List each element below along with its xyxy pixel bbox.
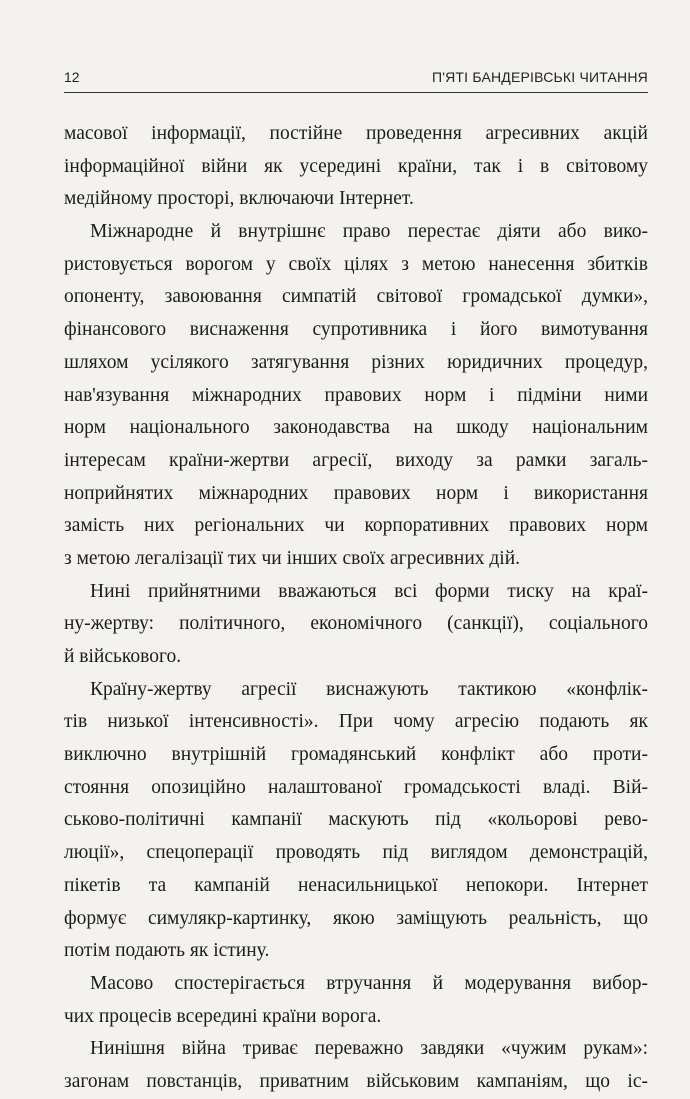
text-line: потім подають як істину.: [64, 940, 270, 962]
text-line: шляхом усілякого затягування різних юридичних процедур,: [64, 351, 648, 373]
text-line: Міжнародне й внутрішнє право перестає діяти або вико-: [90, 221, 648, 243]
text-line: пікетів та кампаній ненасильницької непокори. Інтернет: [64, 874, 648, 896]
text-line: ноприйнятих міжнародних правових норм і використання: [64, 482, 648, 504]
running-title: П'ЯТІ БАНДЕРІВСЬКІ ЧИТАННЯ: [431, 69, 648, 85]
text-line: загонам повстанців, приватним військовим кампаніям, що іс-: [64, 1070, 648, 1092]
text-line: фінансового виснаження супротивника і його вимотування: [64, 319, 648, 341]
text-line: з метою легалізації тих чи інших своїх агресивних дій.: [64, 547, 521, 569]
text-line: чих процесів всередині країни ворога.: [64, 1005, 382, 1027]
body-text: [64, 118, 648, 1099]
text-line: Країну-жертву агресії виснажують тактикою «конфлік-: [90, 678, 648, 700]
text-line: формує симулякр-картинку, якою заміщують реальність, що: [64, 907, 648, 929]
text-line: тів низької інтенсивності». При чому агресію подають як: [64, 711, 648, 733]
text-line: люції», спецоперації проводять під виглядом демонстрацій,: [64, 842, 648, 864]
text-line: й військового.: [64, 646, 182, 667]
text-line: Нинішня війна триває переважно завдяки «чужим рукам»:: [90, 1038, 648, 1060]
text-line: ристовується ворогом у своїх цілях з метою нанесення збитків: [64, 253, 648, 275]
text-line: ну-жертву: політичного, економічного (санкції), соціального: [64, 613, 648, 635]
text-line: Нині прийнятними вважаються всі форми тиску на краї-: [90, 580, 648, 602]
page-number: 12: [64, 69, 80, 85]
text-line: стояння опозиційно налаштованої громадськості владі. Вій-: [64, 776, 648, 798]
text-line: медійному просторі, включаючи Інтернет.: [64, 188, 414, 210]
page-header: [64, 66, 648, 93]
text-line: ськово-політичні кампанії маскують під «кольорові рево-: [64, 809, 648, 831]
text-line: норм національного законодавства на шкоду національним: [64, 417, 648, 439]
text-line: масової інформації, постійне проведення агресивних акцій: [64, 123, 648, 144]
text-line: виключно внутрішній громадянський конфлікт або проти-: [64, 744, 648, 766]
text-line: інформаційної війни як усередині країни, так і в світовому: [64, 155, 648, 177]
text-line: Масово спостерігається втручання й модерування вибор-: [90, 972, 648, 994]
text-line: інтересам країни-жертви агресії, виходу за рамки загаль-: [64, 449, 648, 471]
text-line: замість них регіональних чи корпоративних правових норм: [64, 515, 648, 537]
text-line: нав'язування міжнародних правових норм і підміни ними: [64, 384, 648, 406]
text-line: опоненту, завоювання симпатій світової громадської думки»,: [64, 286, 648, 308]
